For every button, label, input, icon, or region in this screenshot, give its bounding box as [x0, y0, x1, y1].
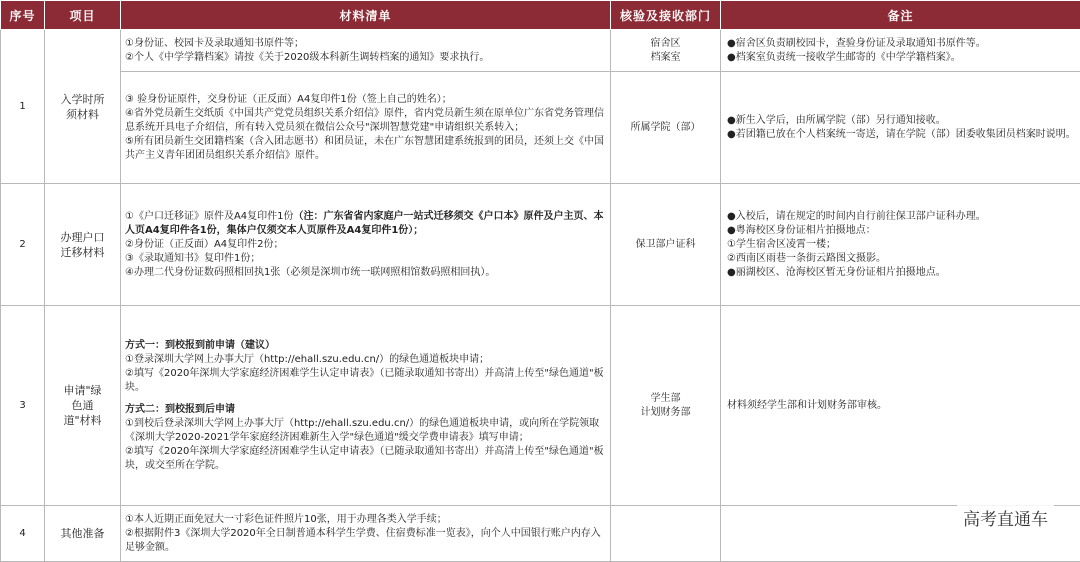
material-line: ①身份证、校园卡及录取通知书原件等；: [125, 37, 304, 49]
way1-title: 方式一：到校报到前申请（建议）: [125, 339, 275, 351]
remark-line: ●入校后，请在规定的时间内自行前往保卫部户证科办理。: [727, 210, 986, 222]
material-line: ①登录深圳大学网上办事大厅（http://ehall.szu.edu.cn/）的绿色通道板块申请；: [125, 353, 490, 365]
item-cell: 其他准备: [45, 506, 121, 562]
table-row: [1, 184, 1080, 306]
header-seq: 序号: [1, 1, 45, 30]
material-line: ②个人《中学学籍档案》请按《关于2020级本科新生调转档案的通知》要求执行。: [125, 51, 490, 63]
remark-line: ●新生入学后，由所属学院（部）另行通知接收。: [727, 114, 946, 126]
material-line: ①到校后登录深圳大学网上办事大厅（http://ehall.szu.edu.cn/）的绿色通道板块申请，或向所在学院领取《深圳大学2020-2021学年家庭经济困难新生入学"绿色通道"缓交学费申请表》填写申请；: [125, 417, 600, 443]
remark-line: ①学生宿舍区凌霄一楼；: [727, 238, 836, 250]
remark-line: ②西南区雨巷一条街云路图文摄影。: [727, 252, 886, 264]
remarks-cell: [721, 72, 1080, 184]
material-note-bold: （注：广东省省内家庭户一站式迁移须交《户口本》原件及户主页、本人页A4复印件各1份，集体户仅须交本人页原件及A4复印件1份）；: [125, 210, 604, 236]
material-line: ④省外党员新生交纸质《中国共产党党员组织关系介绍信》原件，省内党员新生须在原单位广东省党务管理信息系统开具电子介绍信，所有转入党员须在微信公众号"深圳智慧党建"申请组织关系转入；: [125, 107, 604, 133]
header-item: 项目: [45, 1, 121, 30]
material-line: ②填写《2020年深圳大学家庭经济困难学生认定申请表》（已随录取通知书寄出）并高清上传至"绿色通道"板块，或交至所在学院。: [125, 445, 604, 471]
materials-cell: [121, 506, 611, 562]
remarks-cell: [721, 30, 1080, 72]
dept-cell: [611, 306, 721, 506]
remark-line: ●丽湖校区、沧海校区暂无身份证相片拍摄地点。: [727, 266, 946, 278]
dept-line: 所属学院（部）: [630, 121, 701, 133]
material-text: ①《户口迁移证》原件及A4复印件1份: [125, 210, 294, 222]
material-line: ②填写《2020年深圳大学家庭经济困难学生认定申请表》（已随录取通知书寄出）并高清上传至"绿色通道"板块。: [125, 367, 604, 393]
material-line: ①本人近期正面免冠大一寸彩色证件照片10张，用于办理各类入学手续；: [125, 513, 447, 525]
dept-cell: [611, 506, 721, 562]
remarks-cell: [721, 184, 1080, 306]
seq-cell: 2: [1, 184, 45, 306]
table-header-row: [1, 1, 1080, 30]
header-materials: 材料清单: [121, 1, 611, 30]
material-line: ⑤所有团员新生交团籍档案（含入团志愿书）和团员证，未在广东智慧团建系统报到的团员，还须上交《中国共产主义青年团团员组织关系介绍信》原件。: [125, 135, 604, 161]
materials-cell: [121, 72, 611, 184]
material-line: ②根据附件3《深圳大学2020年全日制普通本科学生学费、住宿费标准一览表》，向个人中国银行账户内存入足够金额。: [125, 527, 601, 553]
dept-cell: [611, 30, 721, 72]
material-line: ④办理二代身份证数码照相回执1张（必须是深圳市统一联网照相馆数码照相回执）。: [125, 266, 496, 278]
seq-cell: 1: [1, 30, 45, 184]
item-cell: 办理户口迁移材料: [45, 184, 121, 306]
remark-line: ●粤海校区身份证相片拍摄地点：: [727, 224, 876, 236]
header-dept: 核验及接收部门: [611, 1, 721, 30]
remark-line: 材料须经学生部和计划财务部审核。: [727, 399, 887, 411]
dept-line: 宿舍区: [650, 37, 681, 49]
remark-line: ●若团籍已放在个人档案统一寄送，请在学院（部）团委收集团员档案时说明。: [727, 128, 1076, 140]
dept-line: 保卫部户证科: [635, 238, 696, 250]
material-line: [125, 210, 606, 238]
way2-title: 方式二：到校报到后申请: [125, 403, 235, 415]
table-row: [1, 306, 1080, 506]
dept-line: 学生部: [650, 392, 681, 404]
table-row: [1, 72, 1080, 184]
watermark-text: 高考直通车: [957, 503, 1054, 532]
material-line: ③《录取通知书》复印件1份；: [125, 252, 261, 264]
item-cell: 申请"绿色通道"材料: [45, 306, 121, 506]
remark-line: ●档案室负责统一接收学生邮寄的《中学学籍档案》。: [727, 51, 961, 63]
materials-cell: [121, 30, 611, 72]
dept-cell: [611, 72, 721, 184]
dept-line: 档案室: [650, 51, 681, 63]
materials-cell: [121, 184, 611, 306]
dept-line: 计划财务部: [640, 406, 691, 418]
seq-cell: 4: [1, 506, 45, 562]
remark-line: ●宿舍区负责刷校园卡，查验身份证及录取通知书原件等。: [727, 37, 986, 49]
table-row: [1, 506, 1080, 562]
seq-cell: 3: [1, 306, 45, 506]
header-remarks: 备注: [721, 1, 1080, 30]
material-line: ③ 验身份证原件，交身份证（正反面）A4复印件1份（签上自己的姓名）；: [125, 93, 452, 105]
item-cell: 入学时所须材料: [45, 30, 121, 184]
material-line: ②身份证（正反面）A4复印件2份；: [125, 238, 284, 250]
materials-cell: [121, 306, 611, 506]
table-row: [1, 30, 1080, 72]
dept-cell: [611, 184, 721, 306]
remarks-cell: [721, 306, 1080, 506]
